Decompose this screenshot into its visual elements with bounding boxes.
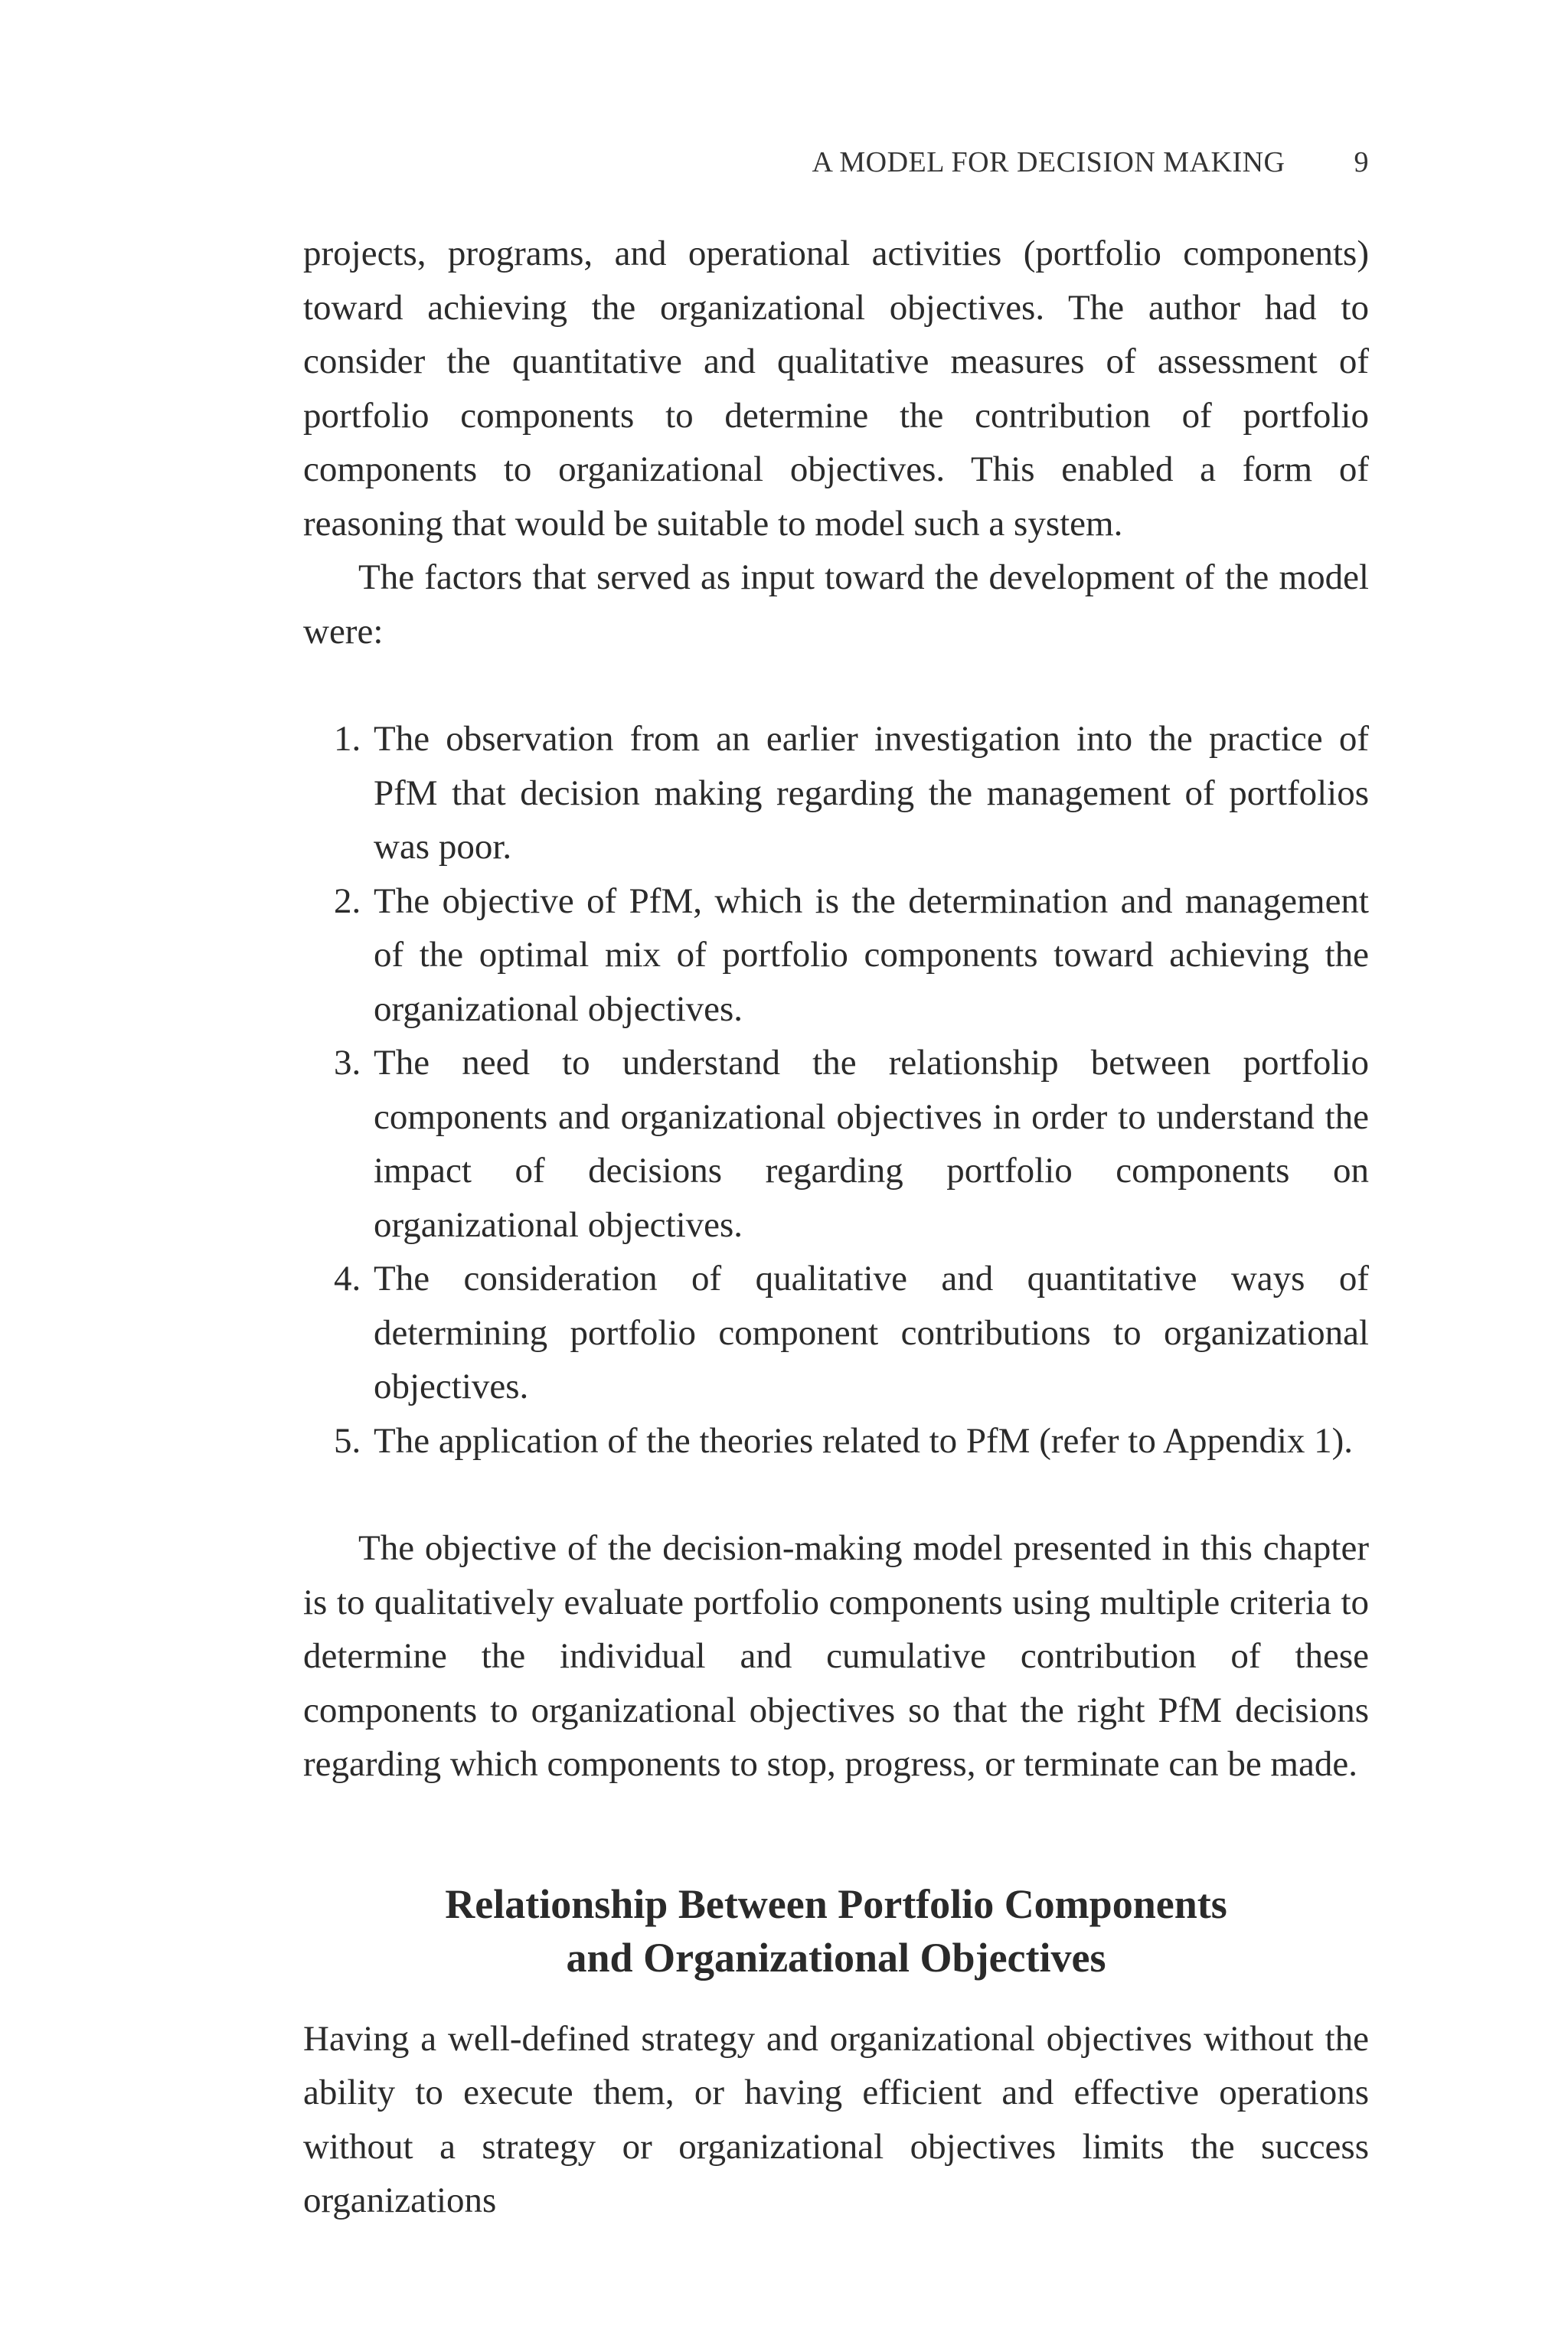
paragraph-factors-intro: The factors that served as input toward the development of the model were: <box>303 557 1369 652</box>
list-item <box>303 712 1369 874</box>
list-item-text: The consideration of qualitative and quantitative ways of determining portfolio component contributions to organizational objectives. <box>374 1259 1369 1406</box>
page-number: 9 <box>1354 146 1369 178</box>
list-item-number: 2. <box>334 880 361 921</box>
list-item-text: The need to understand the relationship between portfolio components and organizational objectives in order to understand the impact of decisions regarding portfolio components on organizational objectives. <box>374 1043 1369 1245</box>
list-item-number: 5. <box>334 1420 361 1461</box>
running-head-title: A MODEL FOR DECISION MAKING <box>812 146 1285 178</box>
list-item <box>303 1414 1369 1468</box>
list-item-text: The observation from an earlier investigation into the practice of PfM that decision making regarding the management of portfolios was poor. <box>374 719 1369 867</box>
list-item-text: The application of the theories related to PfM (refer to Appendix 1). <box>374 1420 1354 1461</box>
paragraph-section-start: Having a well-defined strategy and organizational objectives without the ability to execute them, or having efficient and effective operations without a strategy or organizational objectives limits the success organizations <box>303 2018 1369 2220</box>
list-item-text: The objective of PfM, which is the determination and management of the optimal mix of portfolio components toward achieving the organizational objectives. <box>374 880 1369 1029</box>
list-item <box>303 1252 1369 1414</box>
running-head <box>303 145 1369 179</box>
factors-list <box>303 712 1369 1468</box>
paragraph-continuation: projects, programs, and operational activities (portfolio components) toward achieving the organizational objectives. The author had to consider the quantitative and qualitative measures of assessment of portfolio components to determine the contribution of portfolio components to organizational objectives. This enabled a form of reasoning that would be suitable to model such a system. <box>303 234 1369 544</box>
list-item-number: 1. <box>334 719 361 759</box>
list-item <box>303 874 1369 1037</box>
paragraph-model-objective: The objective of the decision-making model presented in this chapter is to qualitatively evaluate portfolio components using multiple criteria to determine the individual and cumulative contribution of these components to organizational objectives so that the right PfM decisions regarding which components to stop, progress, or terminate can be made. <box>303 1528 1369 1784</box>
body-text <box>303 227 1369 2228</box>
list-item <box>303 1036 1369 1252</box>
section-heading <box>303 1877 1369 1984</box>
section-heading-line-1: Relationship Between Portfolio Components <box>445 1880 1227 1927</box>
section-heading-line-2: and Organizational Objectives <box>566 1934 1106 1981</box>
list-item-number: 3. <box>334 1043 361 1083</box>
list-item-number: 4. <box>334 1259 361 1298</box>
